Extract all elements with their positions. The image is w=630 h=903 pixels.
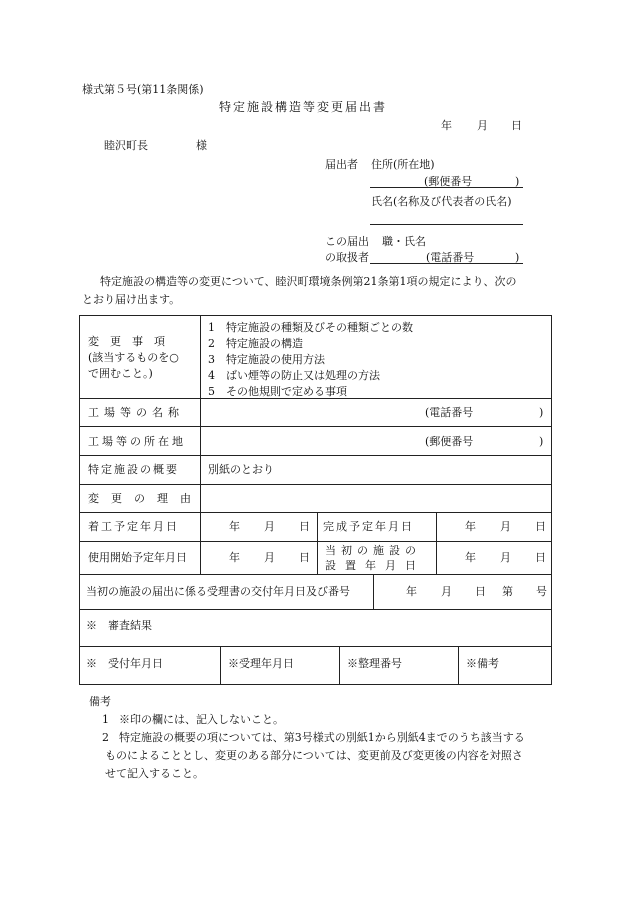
handler-title-name: 職・氏名 — [382, 235, 426, 248]
intro-line-1: 特定施設の構造等の変更について、睦沢町環境条例第21条第1項の規定により、次の — [100, 275, 517, 288]
handler-label-line1: この届出 — [325, 235, 369, 248]
handler-phone-close: ) — [515, 251, 520, 264]
use-start-month: 月 — [264, 551, 275, 564]
date-year: 年 — [441, 119, 452, 132]
applicant-name-line — [370, 224, 523, 225]
completion-day: 日 — [535, 520, 546, 533]
date-month: 月 — [477, 119, 488, 132]
construction-start-day: 日 — [299, 520, 310, 533]
construction-start-month: 月 — [264, 520, 275, 533]
footer-acceptance-date: ※受理年月日 — [228, 657, 294, 670]
applicant-address-label: 住所(所在地) — [371, 158, 435, 171]
handler-line — [370, 263, 523, 264]
date-day: 日 — [511, 119, 522, 132]
remarks-heading: 備考 — [89, 695, 111, 708]
initial-install-day: 日 — [535, 551, 546, 564]
addressee-honorific: 様 — [196, 139, 207, 152]
receipt-day: 日 — [475, 585, 486, 598]
change-option-3: 3 特定施設の使用方法 — [208, 353, 325, 366]
receipt-label: 当初の施設の届出に係る受理書の交付年月日及び番号 — [86, 585, 350, 598]
receipt-month: 月 — [441, 585, 452, 598]
addressee-name: 睦沢町長 — [104, 139, 148, 152]
change-reason-label: 変更の理由 — [88, 492, 203, 505]
applicant-postal-label: (郵便番号 — [424, 175, 473, 188]
use-start-label: 使用開始予定年月日 — [88, 551, 187, 564]
receipt-year: 年 — [406, 585, 417, 598]
remark-1-text: ※印の欄には、記入しないこと。 — [119, 713, 284, 726]
initial-install-month: 月 — [500, 551, 511, 564]
change-items-note-1: (該当するものを○ — [88, 351, 179, 364]
footer-reference-number: ※整理番号 — [347, 657, 402, 670]
factory-postal-label: (郵便番号 — [425, 435, 474, 448]
use-start-year: 年 — [229, 551, 240, 564]
construction-start-label: 着工予定年月日 — [88, 520, 179, 533]
use-start-day: 日 — [299, 551, 310, 564]
change-option-1: 1 特定施設の種類及びその種類ごとの数 — [208, 321, 413, 334]
completion-month: 月 — [500, 520, 511, 533]
change-option-2: 2 特定施設の構造 — [208, 337, 303, 350]
receipt-number-prefix: 第 — [502, 585, 513, 598]
facility-summary-label: 特定施設の概要 — [88, 463, 179, 476]
completion-label: 完成予定年月日 — [323, 520, 414, 533]
document-title: 特定施設構造等変更届出書 — [219, 100, 388, 114]
footer-remarks: ※備考 — [466, 657, 499, 670]
initial-install-year: 年 — [465, 551, 476, 564]
remark-2-number: 2 — [102, 731, 109, 744]
change-items-label — [88, 336, 192, 347]
footer-receipt-date: ※ 受付年月日 — [86, 657, 163, 670]
applicant-name-label: 氏名(名称及び代表者の氏名) — [371, 195, 512, 208]
remark-2-line-3: せて記入すること。 — [105, 767, 204, 780]
applicant-address-line — [370, 187, 523, 188]
change-items-note-2: で囲むこと。) — [88, 367, 153, 380]
change-option-4: 4 ばい煙等の防止又は処理の方法 — [208, 369, 380, 382]
remark-2-line-2: ものによることとし、変更のある部分については、変更前及び変更後の内容を対照さ — [105, 749, 523, 762]
factory-address-label: 工場等の所在地 — [88, 435, 186, 448]
facility-summary-value: 別紙のとおり — [208, 463, 274, 476]
remark-2-line-1: 特定施設の概要の項については、第3号様式の別紙1から別紙4までのうち該当する — [119, 731, 525, 744]
form-number-label: 様式第５号(第11条関係) — [82, 83, 204, 96]
construction-start-year: 年 — [229, 520, 240, 533]
factory-name-label: 工場等の名称 — [88, 406, 184, 419]
applicant-postal-close: ) — [515, 175, 520, 188]
factory-phone-label: (電話番号 — [425, 406, 474, 419]
handler-label-line2: の取扱者 — [325, 251, 369, 264]
intro-line-2: とおり届け出ます。 — [82, 293, 181, 306]
factory-postal-close: ) — [539, 435, 544, 448]
remark-1-number: 1 — [102, 713, 109, 726]
receipt-number-unit: 号 — [536, 585, 547, 598]
change-items-label-text: 変 更 事 項 — [88, 335, 165, 348]
initial-install-label-2: 設置年月日 — [325, 559, 425, 572]
change-option-5: 5 その他規則で定める事項 — [208, 385, 347, 398]
completion-year: 年 — [465, 520, 476, 533]
handler-phone-label: (電話番号 — [426, 251, 475, 264]
applicant-label: 届出者 — [325, 158, 358, 171]
factory-phone-close: ) — [539, 406, 544, 419]
review-result-label: ※ 審査結果 — [86, 619, 152, 632]
initial-install-label-1: 当初の施設の — [325, 544, 421, 557]
